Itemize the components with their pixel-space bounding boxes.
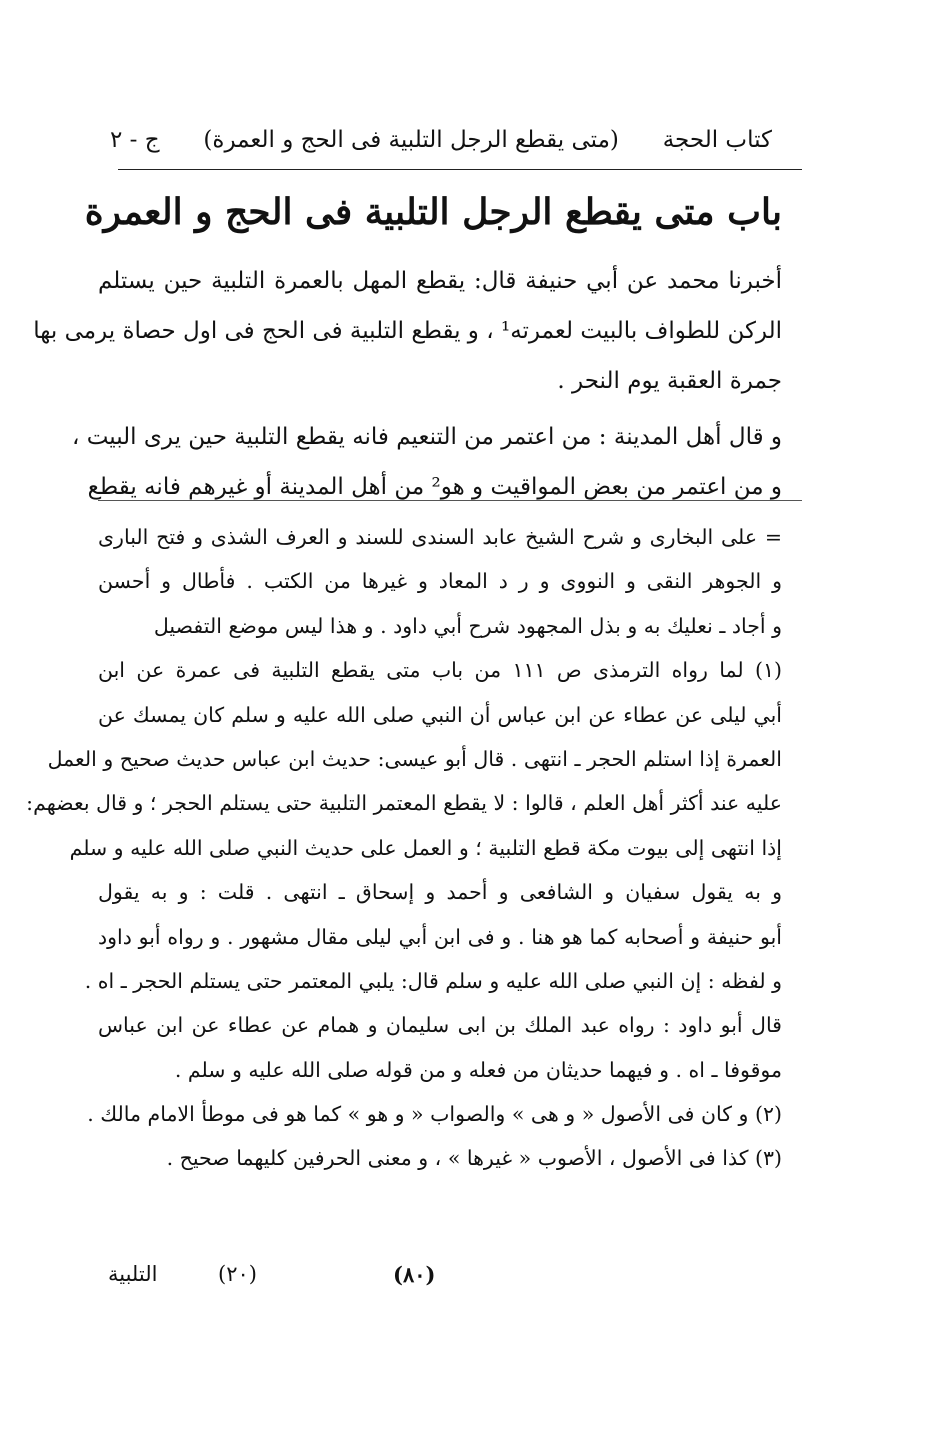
footnote-line: و الجوهر النقى و النووى و ر د المعاد و غيرها من الكتب . فأطال و أحسن xyxy=(98,569,782,594)
footnote-line: موقوفا ـ اه . و فيهما حديثان من فعله و من قوله صلى الله عليه و سلم . xyxy=(174,1057,782,1082)
main-text xyxy=(33,256,782,512)
footnote-line: و لفظه : إن النبي صلى الله عليه و سلم قال: يلبي المعتمر حتى يستلم الحجر ـ اه . xyxy=(84,968,782,993)
text-line: و قال أهل المدينة : من اعتمر من التنعيم فانه يقطع التلبية حين يرى البيت ، xyxy=(71,424,782,450)
footnote-line: أبو حنيفة و أصحابه كما هو هنا . و فى ابن أبي ليلى مقال مشهور . و رواه أبو داود xyxy=(98,924,782,949)
footnote-line: (١) لما رواه الترمذى ص ١١١ من باب متى يقطع التلبية فى عمرة عن ابن xyxy=(98,658,782,683)
running-head-volume: ج - ٢ xyxy=(110,127,160,153)
footnote-line: قال أبو داود : رواه عبد الملك بن ابى سليمان و همام عن عطاء عن ابن عباس xyxy=(98,1013,782,1038)
running-head-book-title: كتاب الحجة xyxy=(662,127,772,153)
footnote-line: إذا انتهى إلى بيوت مكة قطع التلبية ؛ و العمل على حديث النبي صلى الله عليه و سلم xyxy=(69,835,782,860)
running-head-chapter: (متى يقطع الرجل التلبية فى الحج و العمرة) xyxy=(203,127,619,153)
footnote-line: و به يقول سفيان و الشافعى و أحمد و إسحاق ـ انتهى . قلت : و به يقول xyxy=(98,880,782,905)
running-head xyxy=(110,118,772,162)
chapter-title: باب متى يقطع الرجل التلبية فى الحج و العمرة xyxy=(84,191,782,233)
text-line: و من اعتمر من بعض المواقيت و هو² من أهل المدينة أو غيرهم فانه يقطع xyxy=(87,474,782,500)
footnote-line: (٢) و كان فى الأصول « و هى » والصواب « و هو » كما هو فى موطأ الامام مالك . xyxy=(87,1102,782,1127)
text-line: أخبرنا محمد عن أبي حنيفة قال: يقطع المهل بالعمرة التلبية حين يستلم xyxy=(98,268,782,294)
footnote-line: عليه عند أكثر أهل العلم ، قالوا : لا يقطع المعتمر التلبية حتى يستلم الحجر ؛ و قال بعضهم: xyxy=(26,791,782,816)
footer-signature-number: (٢٠) xyxy=(218,1262,257,1286)
header-rule xyxy=(118,169,802,170)
text-line: الركن للطواف بالبيت لعمرته¹ ، و يقطع التلبية فى الحج فى اول حصاة يرمى بها xyxy=(33,318,782,344)
footnote-line: العمرة إذا استلم الحجر ـ انتهى . قال أبو عيسى: حديث ابن عباس حديث صحيح و العمل xyxy=(47,746,782,771)
page-footer xyxy=(108,1262,508,1298)
footer-signature-word: التلبية xyxy=(108,1262,158,1286)
footnote-line: أبي ليلى عن عطاء عن ابن عباس أن النبي صلى الله عليه و سلم كان يمسك عن xyxy=(98,702,782,727)
page-number: (٨٠) xyxy=(393,1262,436,1287)
text-line: جمرة العقبة يوم النحر . xyxy=(557,368,782,394)
footnote-line: و أجاد ـ نعليك به و بذل المجهود شرح أبي داود . و هذا ليس موضع التفصيل xyxy=(153,613,782,638)
footnote-line: = على البخارى و شرح الشيخ عابد السندى للسند و العرف الشذى و فتح البارى xyxy=(98,525,782,549)
footnotes xyxy=(26,515,782,1181)
footnote-rule xyxy=(98,500,802,501)
footnote-line: (٣) كذا فى الأصول ، الأصوب « غيرها » ، و معنى الحرفين كليهما صحيح . xyxy=(166,1146,782,1171)
